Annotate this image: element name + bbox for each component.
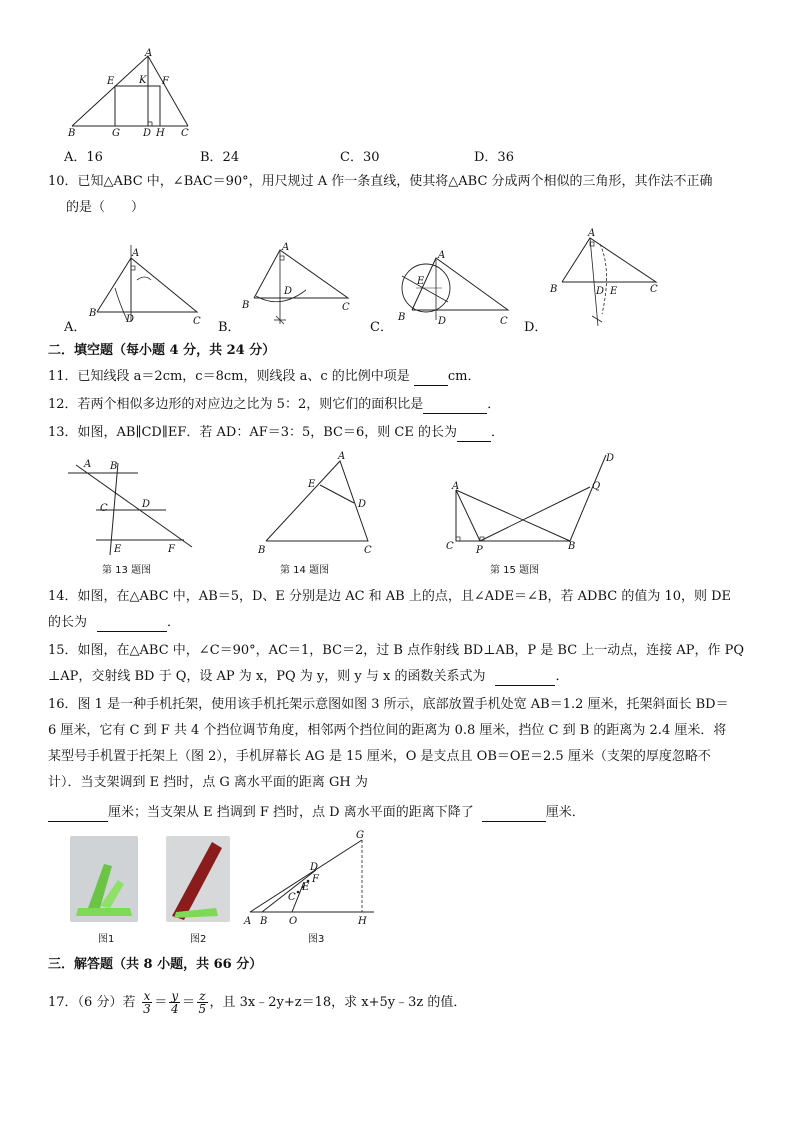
fig14 [258, 451, 378, 576]
fig3-label-f: F [312, 874, 319, 885]
q15-blank[interactable] [495, 671, 555, 686]
q9-label-c: C [181, 128, 189, 139]
q9-option-c: C．30 [340, 150, 380, 165]
q14-line2 [48, 614, 180, 632]
q16-caption-fig2: 图2 [190, 934, 207, 945]
fig14-label-b: B [258, 545, 266, 556]
fig14-label-d: D [358, 499, 367, 510]
q16-blank-1[interactable] [48, 807, 108, 822]
q11-suffix: cm． [447, 369, 481, 384]
phone-on-holder-icon [166, 836, 230, 922]
fig13-caption: 第 13 题图 [102, 565, 152, 576]
q14-blank[interactable] [97, 617, 167, 632]
q10a-label-b: B [89, 308, 97, 319]
q11-blank[interactable] [414, 371, 448, 386]
q10c-label-a: A [438, 250, 446, 261]
section3-title: 三．解答题（共 8 小题，共 66 分） [48, 957, 263, 972]
q10b-label-d: D [284, 286, 293, 297]
q9-option-a: A．16 [64, 150, 103, 165]
q16-line5 [48, 804, 585, 822]
q17-prefix: 17．（6 分）若 [48, 995, 136, 1010]
fig13-label-b: B [110, 461, 118, 472]
q17-eq2: ＝ [182, 995, 196, 1010]
q16-line5-b: 厘米． [545, 805, 585, 820]
q16-line5-a: 厘米；当支架从 E 挡调到 F 挡时，点 D 离水平面的距离下降了 [108, 805, 474, 820]
q10d-label-b: B [550, 284, 558, 295]
q15-line2 [48, 668, 569, 686]
fig14-caption: 第 14 题图 [280, 565, 330, 576]
q9-label-e: E [107, 76, 115, 87]
fig15-label-a: A [452, 481, 460, 492]
q12-blank[interactable] [423, 399, 487, 414]
q9-option-d: D．36 [474, 150, 514, 165]
q14-line2-suffix: ． [167, 615, 181, 630]
q9-label-b: B [68, 128, 76, 139]
q15-line2-suffix: ． [555, 669, 569, 684]
q10d-label-e: E [610, 286, 618, 297]
q10d-label-d: D [596, 286, 605, 297]
q16-photo-fig1 [70, 836, 138, 922]
q10b-label-b: B [242, 300, 250, 311]
q16-line3: 某型号手机置于托架上（图 2），手机屏幕长 AG 是 15 厘米，O 是支点且 OB＝OE＝2.5 厘米（支架的厚度忽略不 [48, 749, 711, 764]
fig15-caption: 第 15 题图 [490, 565, 540, 576]
fig15-label-d: D [606, 453, 615, 464]
q9-label-h: H [156, 128, 165, 139]
q15-line1: 15．如图，在△ABC 中，∠C＝90°，AC＝1，BC＝2，过 B 点作射线 BD⊥AB，P 是 BC 上一动点，连接 AP，作 PQ [48, 643, 745, 658]
fig15-label-b: B [568, 541, 576, 552]
q17-f1-num: x [143, 989, 151, 1003]
q16-caption-fig3: 图3 [308, 934, 325, 945]
q16-caption-fig1: 图1 [98, 934, 115, 945]
q10d-label-c: C [650, 284, 658, 295]
q10c-label-c: C [500, 316, 508, 327]
q11 [48, 368, 481, 386]
q9-figure [60, 48, 200, 138]
q9-label-k: K [139, 75, 147, 86]
q10-option-a: A． [64, 320, 87, 335]
q16-line1: 16．图 1 是一种手机托架，使用该手机托架示意图如图 3 所示，底部放置手机处宽 AB＝1.2 厘米，托架斜面长 BD＝ [48, 697, 729, 712]
fig14-label-c: C [364, 545, 372, 556]
fig14-label-a: A [338, 451, 346, 462]
q10-stem-line1: 10．已知△ABC 中，∠BAC＝90°，用尺规过 A 作一条直线，使其将△ABC 分成两个相似的三角形，其作法不正确 [48, 174, 713, 189]
q10c-label-b: B [398, 312, 406, 323]
fig3-label-b: B [260, 916, 268, 927]
q9-option-b: B．24 [200, 150, 240, 165]
fig3-label-g: G [356, 830, 364, 841]
q13 [48, 424, 504, 442]
section2-title: 二．填空题（每小题 4 分，共 24 分） [48, 343, 276, 358]
q17 [48, 990, 466, 1016]
q17-frac-y4 [169, 990, 180, 1015]
q13-prefix: 13．如图，AB∥CD∥EF．若 AD：AF＝3：5，BC＝6，则 CE 的长为 [48, 425, 457, 440]
q10a-label-d: D [126, 314, 135, 325]
q12-prefix: 12．若两个相似多边形的对应边之比为 5：2，则它们的面积比是 [48, 397, 424, 412]
q17-f2-den: 4 [170, 1002, 179, 1016]
q16-blank-2[interactable] [482, 807, 546, 822]
q11-prefix: 11．已知线段 a＝2cm，c＝8cm，则线段 a、c 的比例中项是 [48, 369, 414, 384]
q14-line1: 14．如图，在△ABC 中，AB＝5，D、E 分别是边 AC 和 AB 上的点，且∠ADE＝∠B，若 ADBC 的值为 10，则 DE [48, 589, 732, 604]
q10a-label-a: A [132, 248, 140, 259]
q10-figure-c [390, 240, 520, 330]
q15-line2-prefix: ⊥AP，交射线 BD 于 Q，设 AP 为 x，PQ 为 y，则 y 与 x 的函数关系式为 [48, 669, 486, 684]
fig13 [62, 455, 202, 576]
fig13-label-a: A [84, 459, 92, 470]
fig15-label-q: Q [592, 481, 601, 492]
q10c-label-d: D [438, 316, 447, 327]
fig3-label-d: D [310, 862, 319, 873]
q17-suffix: ，且 3x﹣2y+z＝18，求 x+5y﹣3z 的值． [209, 995, 467, 1010]
q17-f1-den: 3 [143, 1002, 151, 1016]
q17-f2-num: y [171, 989, 179, 1003]
q9-label-d: D [143, 128, 152, 139]
q17-frac-x3 [142, 990, 153, 1015]
fig3-label-h: H [358, 916, 367, 927]
q17-f3-den: 5 [198, 1002, 207, 1016]
fig13-label-f: F [168, 544, 175, 555]
q10-figure-a [85, 240, 205, 330]
fig13-label-e: E [114, 544, 122, 555]
q13-blank[interactable] [457, 427, 491, 442]
q16-photo-fig2 [166, 836, 230, 922]
q10a-label-c: C [193, 316, 201, 327]
q12-suffix: ． [487, 397, 501, 412]
q10-option-b: B． [218, 320, 241, 335]
q16-fig3 [244, 830, 384, 930]
q16-line4: 计）．当支架调到 E 挡时，点 G 离水平面的距离 GH 为 [48, 775, 368, 790]
fig3-label-c: C [288, 892, 296, 903]
fig3-label-e: E [302, 882, 310, 893]
q10c-label-e: E [417, 276, 425, 287]
q17-f3-num: z [199, 989, 206, 1003]
q9-label-a: A [145, 48, 153, 59]
fig3-label-o: O [289, 916, 298, 927]
q10-option-d: D． [524, 320, 548, 335]
fig15-label-c: C [446, 541, 454, 552]
fig13-label-d: D [142, 499, 151, 510]
q13-suffix: ． [490, 425, 504, 440]
q9-label-f: F [162, 76, 169, 87]
q10b-label-a: A [282, 242, 290, 253]
q9-label-g: G [112, 128, 120, 139]
q17-frac-z5 [197, 990, 207, 1015]
q10d-label-a: A [588, 228, 596, 239]
q10-stem-line2: 的是（ ） [66, 200, 145, 215]
fig15-label-p: P [476, 545, 483, 556]
phone-holder-icon [70, 836, 138, 922]
q12 [48, 396, 500, 414]
q17-eq1: ＝ [154, 995, 168, 1010]
q10-figure-d [550, 230, 670, 330]
q10b-label-c: C [342, 302, 350, 313]
fig3-label-a: A [244, 916, 252, 927]
q14-line2-prefix: 的长为 [48, 615, 88, 630]
fig15 [446, 453, 626, 576]
q10-figure-b [236, 240, 356, 330]
q10-option-c: C． [370, 320, 393, 335]
fig13-label-c: C [100, 503, 108, 514]
fig14-label-e: E [308, 479, 316, 490]
q16-line2: 6 厘米，它有 C 到 F 共 4 个挡位调节角度，相邻两个挡位间的距离为 0.8 厘米，挡位 C 到 B 的距离为 2.4 厘米．将 [48, 723, 727, 738]
